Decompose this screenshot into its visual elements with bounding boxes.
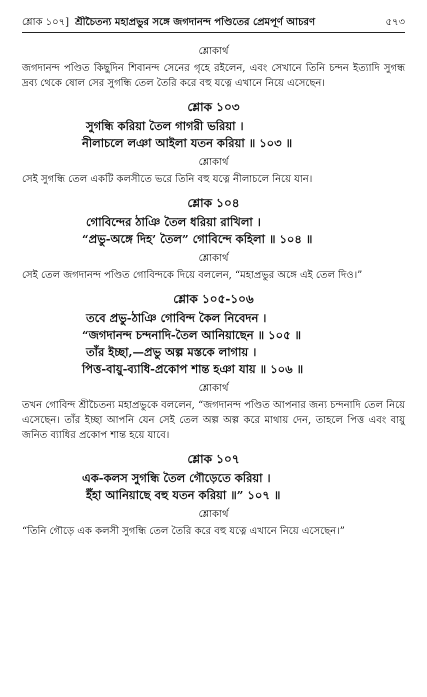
translation-text: তখন গোবিন্দ শ্রীচৈতন্য মহাপ্রভুকে বললেন, “জগদানন্দ পণ্ডিত আপনার জন্য চন্দনাদি তেল নিয়ে এসেছেন। তাঁর ইচ্ছা আপনি যেন সেই তেল অল্প অল্প করে মাথায় দেন, তাহলে পিত্ত এবং বায়ু জনিত ব্যাধির প্রকোপ শান্ত হয়ে যাবে। — [22, 400, 405, 441]
verse-line: নীলাচলে লঞা আইলা যতন করিয়া ॥ ১০৩ ॥ — [82, 136, 293, 150]
translation-label: শ্লোকার্থ — [198, 157, 229, 168]
verse-line: তবে প্রভু-ঠাঞি গোবিন্দ কৈল নিবেদন । — [86, 311, 267, 325]
verse-line: সুগন্ধি করিয়া তৈল গাগরী ভরিয়া । — [86, 119, 244, 133]
verse-number: শ্লোক ১০৫-১০৬ — [173, 292, 254, 306]
verse-line: এক-কলস সুগন্ধি তৈল গৌড়েতে করিয়া । — [82, 471, 271, 485]
verse-number: শ্লোক ১০৭ — [187, 452, 240, 466]
verse-line: ইঁহা আনিয়াছে বহু যতন করিয়া ॥” ১০৭ ॥ — [86, 488, 281, 502]
verse-line: “জগদানন্দ চন্দনাদি-তৈল আনিয়াছেন ॥ ১০৫ ॥ — [82, 328, 302, 342]
verse-line: পিত্ত-বায়ু-ব্যাধি-প্রকোপ শান্ত হঞা যায় ॥ ১০৬ ॥ — [82, 362, 304, 376]
translation-label: শ্লোকার্থ — [198, 509, 229, 520]
translation-text: জগদানন্দ পণ্ডিত কিছুদিন শিবানন্দ সেনের গৃহে রইলেন, এবং সেখানে তিনি চন্দন ইত্যাদি সুগন্ধ দ্রব্য থেকে ষোল সের সুগন্ধি তেল তৈরি করে বহু যত্নে এখানে নিয়ে এসেছেন। — [22, 63, 405, 89]
translation-label: শ্লোকার্থ — [198, 253, 229, 264]
header-left — [22, 16, 315, 30]
verse-line: তাঁর ইচ্ছা,—প্রভু অল্প মস্তকে লাগায় । — [86, 345, 257, 359]
verse-number: শ্লোক ১০৩ — [187, 100, 240, 114]
translation-label: শ্লোকার্থ — [198, 46, 229, 57]
header-title: শ্রীচৈতন্য মহাপ্রভুর সঙ্গে জগদানন্দ পণ্ডিতের প্রেমপূর্ণ আচরণ — [75, 17, 316, 28]
translation-text: সেই সুগন্ধি তেল একটি কলসীতে ভরে তিনি বহু যত্নে নীলাচলে নিয়ে যান। — [22, 174, 313, 185]
running-header — [22, 16, 405, 33]
verse-number: শ্লোক ১০৪ — [187, 196, 240, 210]
verse-line: গোবিন্দের ঠাঞি তৈল ধরিয়া রাখিলা । — [86, 215, 261, 229]
header-verse-ref: শ্লোক ১০৭] — [22, 17, 70, 28]
translation-text: সেই তেল জগদানন্দ পণ্ডিত গোবিন্দকে দিয়ে বললেন, “মহাপ্রভুর অঙ্গে এই তেল দিও।” — [22, 270, 363, 281]
verse-line: “প্রভু-অঙ্গে দিহ’ তৈল” গোবিন্দে কহিলা ॥ ১০৪ ॥ — [82, 232, 313, 246]
translation-label: শ্লোকার্থ — [198, 383, 229, 394]
page-number: ৫৭৩ — [385, 17, 405, 28]
translation-text: “তিনি গৌড়ে এক কলসী সুগন্ধি তেল তৈরি করে বহু যত্নে এখানে নিয়ে এসেছেন।” — [22, 526, 345, 537]
